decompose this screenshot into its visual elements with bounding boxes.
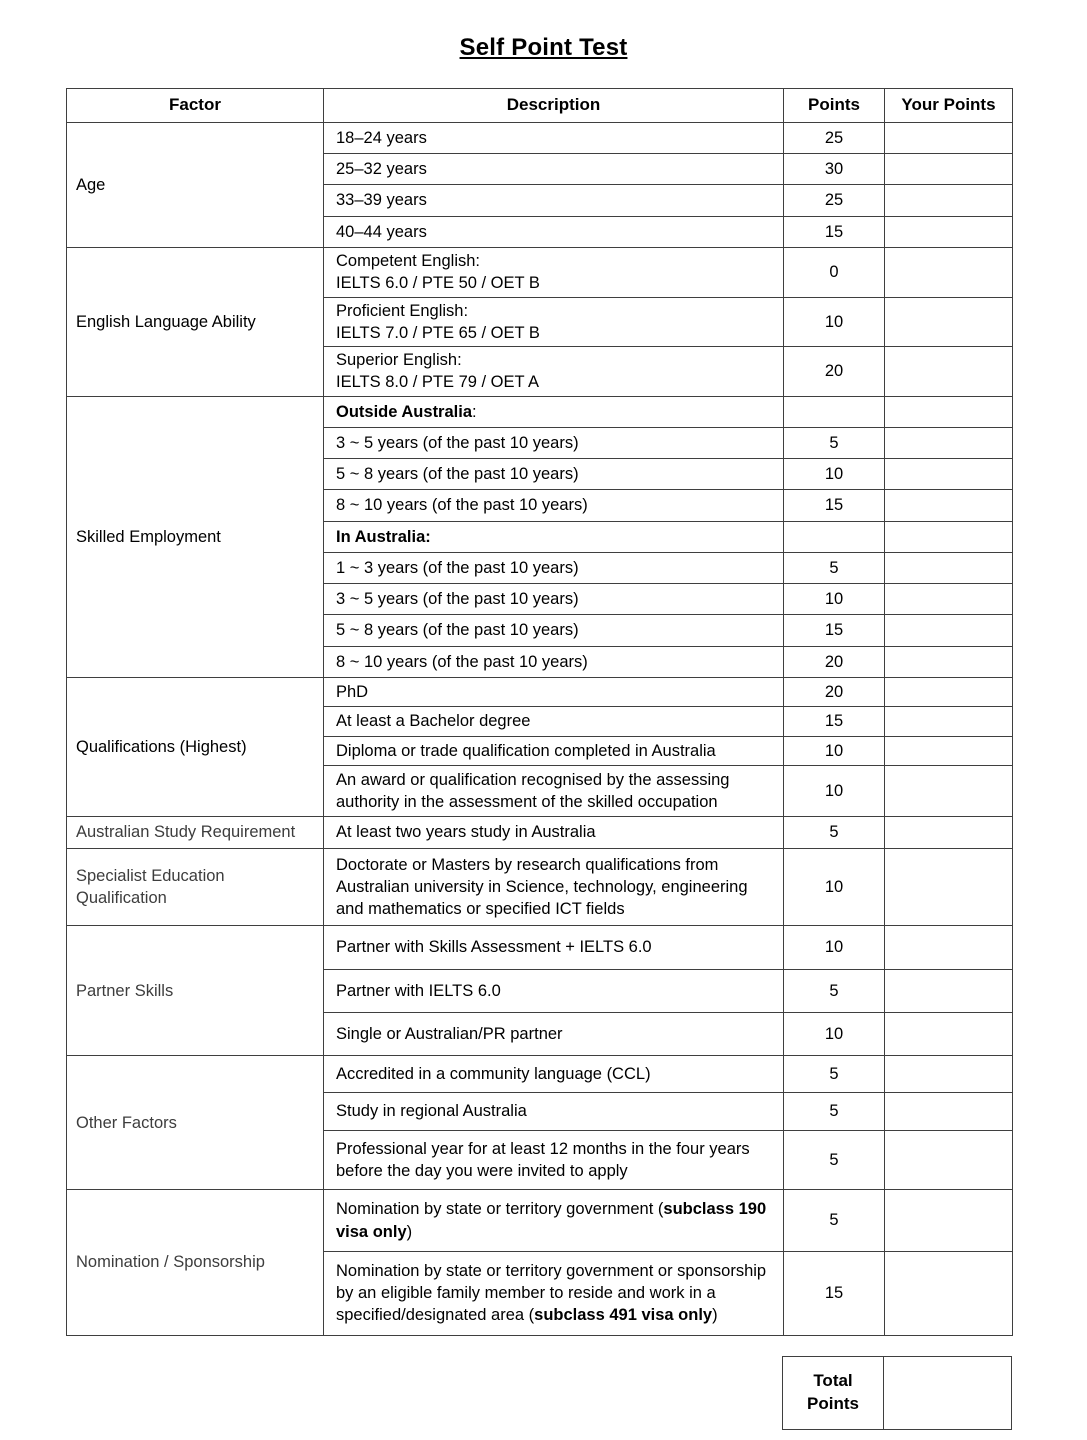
- description-cell: Study in regional Australia: [324, 1093, 784, 1130]
- your-points-cell[interactable]: [885, 584, 1013, 615]
- factor-cell: Partner Skills: [67, 926, 324, 1056]
- table-row: [67, 848, 1013, 926]
- table-row: [67, 122, 1013, 153]
- points-cell: 5: [784, 1093, 885, 1130]
- your-points-cell[interactable]: [885, 1130, 1013, 1190]
- description-cell: At least two years study in Australia: [324, 817, 784, 848]
- column-header-points: Points: [784, 89, 885, 123]
- points-cell: 5: [784, 1056, 885, 1093]
- column-header-factor: Factor: [67, 89, 324, 123]
- points-cell: 15: [784, 490, 885, 521]
- description-cell: Superior English: IELTS 8.0 / PTE 79 / OET A: [324, 347, 784, 397]
- bold-text: Outside Australia: [336, 402, 473, 421]
- your-points-cell[interactable]: [885, 1251, 1013, 1335]
- description-cell: 18–24 years: [324, 122, 784, 153]
- points-cell: 10: [784, 926, 885, 969]
- your-points-cell[interactable]: [885, 427, 1013, 458]
- description-cell: 5 ~ 8 years (of the past 10 years): [324, 459, 784, 490]
- description-cell: At least a Bachelor degree: [324, 707, 784, 736]
- points-cell: 5: [784, 969, 885, 1012]
- description-cell: 1 ~ 3 years (of the past 10 years): [324, 552, 784, 583]
- your-points-cell[interactable]: [885, 154, 1013, 185]
- your-points-cell[interactable]: [885, 1056, 1013, 1093]
- factor-cell: Age: [67, 122, 324, 247]
- your-points-cell[interactable]: [885, 216, 1013, 247]
- factor-cell: Nomination / Sponsorship: [67, 1190, 324, 1335]
- your-points-cell[interactable]: [885, 817, 1013, 848]
- points-cell: 10: [784, 736, 885, 765]
- your-points-cell[interactable]: [885, 1012, 1013, 1055]
- points-cell: 5: [784, 552, 885, 583]
- table-row: [67, 817, 1013, 848]
- description-cell: Diploma or trade qualification completed in Australia: [324, 736, 784, 765]
- your-points-cell[interactable]: [885, 969, 1013, 1012]
- factor-cell: English Language Ability: [67, 248, 324, 397]
- your-points-cell[interactable]: [885, 615, 1013, 646]
- your-points-cell[interactable]: [885, 707, 1013, 736]
- your-points-cell[interactable]: [885, 736, 1013, 765]
- description-cell: 25–32 years: [324, 154, 784, 185]
- points-cell: 20: [784, 646, 885, 677]
- bold-text: subclass 491 visa only: [534, 1306, 713, 1325]
- points-cell: 15: [784, 1251, 885, 1335]
- description-cell: 40–44 years: [324, 216, 784, 247]
- points-cell: 15: [784, 707, 885, 736]
- factor-cell: Australian Study Requirement: [67, 817, 324, 848]
- your-points-cell[interactable]: [885, 459, 1013, 490]
- points-cell: 15: [784, 615, 885, 646]
- your-points-cell[interactable]: [885, 185, 1013, 216]
- table-row: [67, 677, 1013, 706]
- your-points-cell[interactable]: [885, 248, 1013, 298]
- factor-cell: Specialist Education Qualification: [67, 848, 324, 926]
- description-cell: 3 ~ 5 years (of the past 10 years): [324, 584, 784, 615]
- points-cell: 25: [784, 185, 885, 216]
- points-cell: [784, 396, 885, 427]
- your-points-cell[interactable]: [885, 646, 1013, 677]
- points-cell: 25: [784, 122, 885, 153]
- points-cell: 20: [784, 347, 885, 397]
- points-cell: 10: [784, 297, 885, 347]
- description-cell: Accredited in a community language (CCL): [324, 1056, 784, 1093]
- description-cell: Outside Australia:: [324, 396, 784, 427]
- your-points-cell[interactable]: [885, 122, 1013, 153]
- points-cell: 5: [784, 1190, 885, 1252]
- total-points-label: Total Points: [783, 1356, 884, 1429]
- points-cell: 20: [784, 677, 885, 706]
- your-points-cell[interactable]: [885, 347, 1013, 397]
- description-cell: 8 ~ 10 years (of the past 10 years): [324, 490, 784, 521]
- your-points-cell[interactable]: [885, 396, 1013, 427]
- points-cell: 10: [784, 765, 885, 817]
- description-cell: An award or qualification recognised by the assessing authority in the assessment of the skilled occupation: [324, 765, 784, 817]
- description-cell: Nomination by state or territory government (subclass 190 visa only): [324, 1190, 784, 1252]
- factor-cell: Qualifications (Highest): [67, 677, 324, 816]
- description-cell: Single or Australian/PR partner: [324, 1012, 784, 1055]
- description-cell: PhD: [324, 677, 784, 706]
- description-cell: 33–39 years: [324, 185, 784, 216]
- description-cell: Partner with IELTS 6.0: [324, 969, 784, 1012]
- table-header-row: [67, 89, 1013, 123]
- factor-cell: Skilled Employment: [67, 396, 324, 677]
- description-cell: Competent English: IELTS 6.0 / PTE 50 / OET B: [324, 248, 784, 298]
- table-wrapper: [66, 88, 1012, 1430]
- table-row: [67, 1190, 1013, 1252]
- bold-text: subclass 190 visa only: [336, 1200, 767, 1241]
- column-header-your-points: Your Points: [885, 89, 1013, 123]
- points-cell: 5: [784, 817, 885, 848]
- points-cell: 5: [784, 1130, 885, 1190]
- points-cell: 10: [784, 848, 885, 926]
- your-points-cell[interactable]: [885, 848, 1013, 926]
- description-cell: 5 ~ 8 years (of the past 10 years): [324, 615, 784, 646]
- your-points-cell[interactable]: [885, 521, 1013, 552]
- factor-cell: Other Factors: [67, 1056, 324, 1190]
- bold-text: In Australia:: [336, 527, 431, 546]
- your-points-cell[interactable]: [885, 926, 1013, 969]
- points-table-body: [67, 122, 1013, 1335]
- table-row: [67, 396, 1013, 427]
- your-points-cell[interactable]: [885, 1093, 1013, 1130]
- points-cell: 10: [784, 1012, 885, 1055]
- total-points-table: [782, 1356, 1012, 1430]
- description-cell: 8 ~ 10 years (of the past 10 years): [324, 646, 784, 677]
- your-points-cell[interactable]: [885, 1190, 1013, 1252]
- points-cell: 10: [784, 459, 885, 490]
- total-points-value[interactable]: [884, 1356, 1012, 1429]
- points-cell: 5: [784, 427, 885, 458]
- table-row: [67, 248, 1013, 298]
- description-cell: Doctorate or Masters by research qualifications from Australian university in Science, technology, engineering and mathematics or specified ICT fields: [324, 848, 784, 926]
- table-row: [67, 926, 1013, 969]
- points-cell: [784, 521, 885, 552]
- description-cell: Proficient English: IELTS 7.0 / PTE 65 / OET B: [324, 297, 784, 347]
- your-points-cell[interactable]: [885, 490, 1013, 521]
- points-cell: 30: [784, 154, 885, 185]
- description-cell: Professional year for at least 12 months in the four years before the day you were invited to apply: [324, 1130, 784, 1190]
- points-cell: 0: [784, 248, 885, 298]
- your-points-cell[interactable]: [885, 765, 1013, 817]
- your-points-cell[interactable]: [885, 677, 1013, 706]
- points-cell: 10: [784, 584, 885, 615]
- description-cell: 3 ~ 5 years (of the past 10 years): [324, 427, 784, 458]
- description-cell: [324, 521, 784, 552]
- points-cell: 15: [784, 216, 885, 247]
- points-table: [66, 88, 1013, 1336]
- description-cell: Partner with Skills Assessment + IELTS 6.0: [324, 926, 784, 969]
- description-cell: Nomination by state or territory government or sponsorship by an eligible family member to reside and work in a specified/designated area (subclass 491 visa only): [324, 1251, 784, 1335]
- column-header-description: Description: [324, 89, 784, 123]
- total-points-row: [783, 1356, 1012, 1429]
- page-title: Self Point Test: [459, 34, 628, 61]
- your-points-cell[interactable]: [885, 297, 1013, 347]
- your-points-cell[interactable]: [885, 552, 1013, 583]
- table-row: [67, 1056, 1013, 1093]
